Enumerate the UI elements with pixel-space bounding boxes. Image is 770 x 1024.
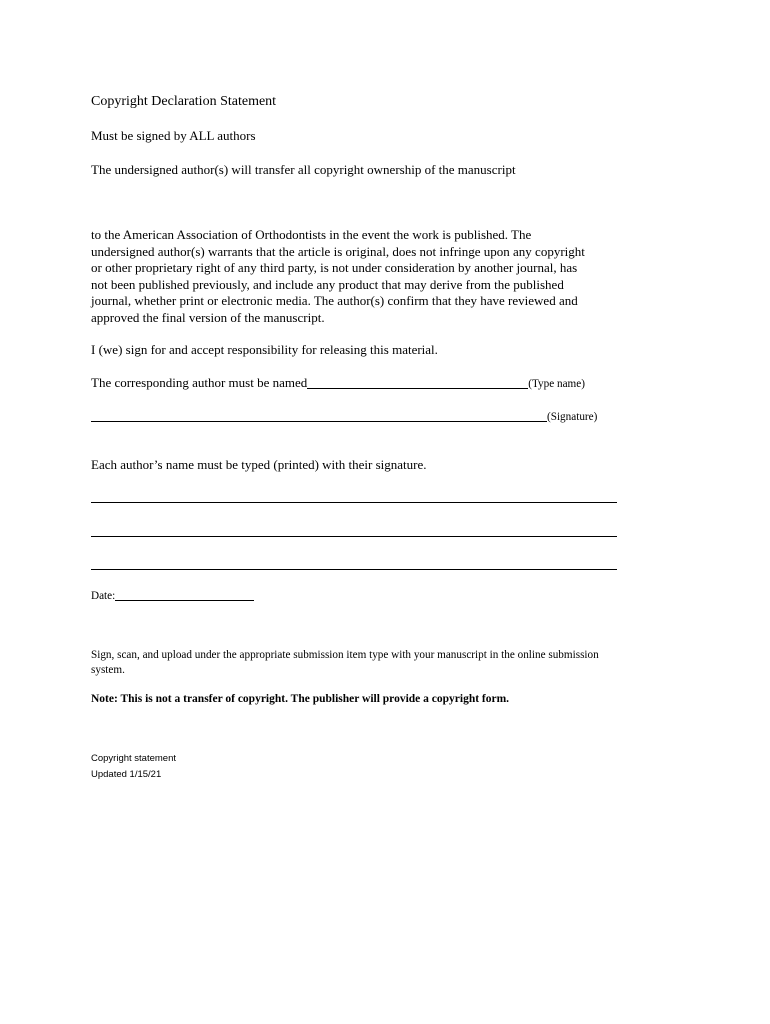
author-signature-line[interactable] [91, 569, 617, 570]
upload-instructions-line: system. [91, 663, 125, 676]
type-name-blank[interactable] [307, 377, 528, 389]
upload-instructions [91, 648, 691, 677]
author-signature-line[interactable] [91, 536, 617, 537]
document-title: Copyright Declaration Statement [91, 94, 277, 109]
transfer-body [91, 227, 631, 326]
signature-label: (Signature) [547, 411, 598, 423]
each-author-instruction: Each author’s name must be typed (printed) with their signature. [91, 457, 427, 472]
responsibility-statement: I (we) sign for and accept responsibility for releasing this material. [91, 342, 438, 357]
corresponding-author-label: The corresponding author must be named [91, 375, 308, 390]
transfer-body-line: to the American Association of Orthodontists in the event the work is published. The [91, 227, 532, 242]
signature-blank[interactable] [91, 410, 547, 422]
date-row [91, 587, 254, 604]
transfer-body-line: approved the final version of the manuscript. [91, 309, 325, 325]
transfer-body-line: not been published previously, and include any product that may derive from the published [91, 276, 564, 292]
upload-instructions-line: Sign, scan, and upload under the appropriate submission item type with your manuscript in the online submission [91, 649, 599, 661]
corresponding-author-row [91, 375, 585, 392]
copyright-note: Note: This is not a transfer of copyright. The publisher will provide a copyright form. [91, 693, 510, 705]
transfer-body-line: journal, whether print or electronic media. The author(s) confirm that they have reviewed and [91, 293, 578, 308]
type-name-label: (Type name) [528, 378, 585, 390]
date-label: Date: [91, 590, 116, 602]
transfer-body-line: or other proprietary right of any third party, is not under consideration by another journal, has [91, 260, 578, 275]
transfer-body-line: undersigned author(s) warrants that the article is original, does not infringe upon any copyright [91, 243, 585, 259]
date-blank[interactable] [115, 589, 254, 601]
footer-updated: Updated 1/15/21 [91, 769, 162, 780]
transfer-intro: The undersigned author(s) will transfer all copyright ownership of the manuscript [91, 162, 516, 177]
signature-row [91, 408, 597, 425]
footer-label: Copyright statement [91, 753, 177, 764]
signed-by-all-notice: Must be signed by ALL authors [91, 128, 256, 143]
author-signature-line[interactable] [91, 502, 617, 503]
